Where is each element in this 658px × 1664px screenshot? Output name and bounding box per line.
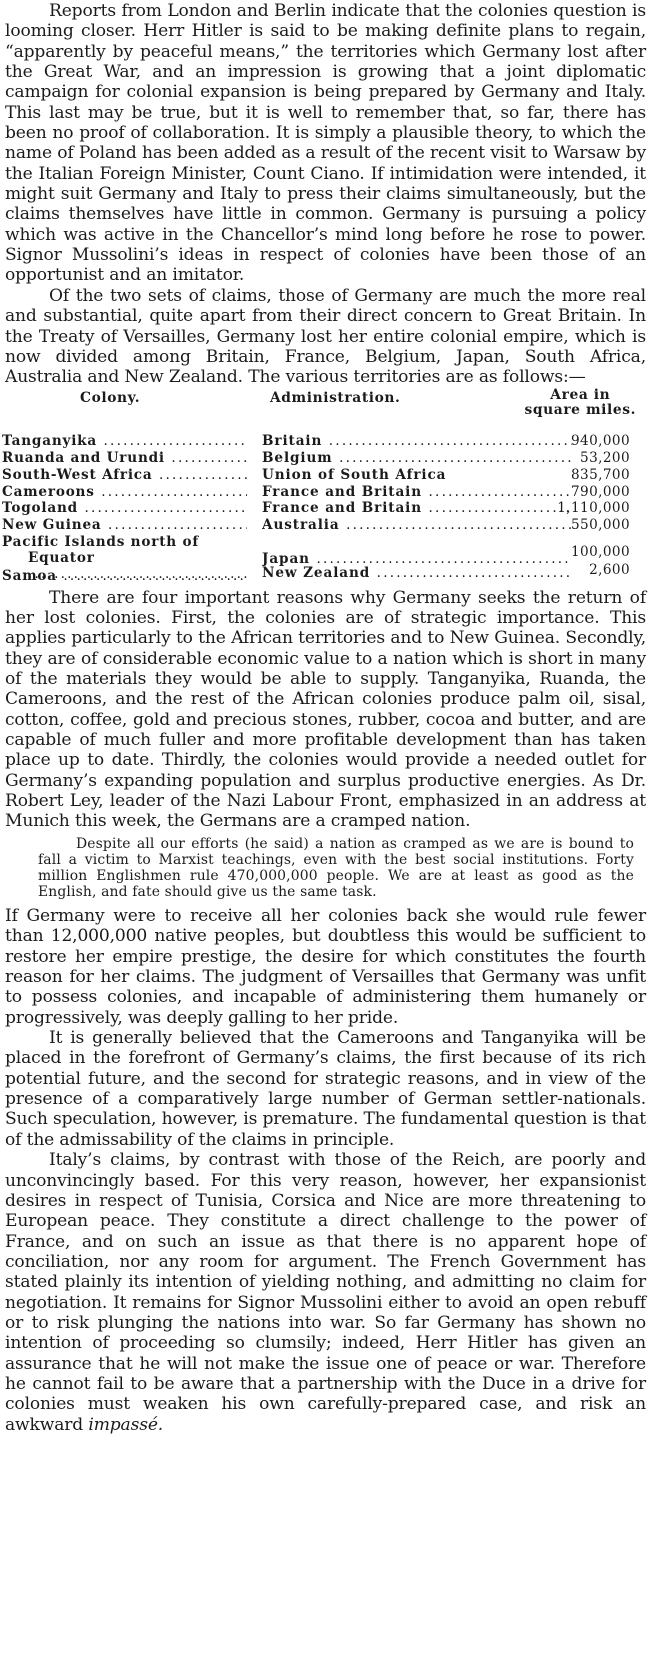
colony-area: 550,000 <box>570 516 630 533</box>
table-row <box>0 500 650 517</box>
colony-name-line1: Pacific Islands north of <box>2 533 200 550</box>
colony-name: Ruanda and Urundi ..... <box>2 450 247 467</box>
table-row <box>0 450 650 467</box>
colony-administration: France and Britain ..... <box>262 500 572 517</box>
colony-name: Tanganyika ..... <box>2 433 247 450</box>
colony-area: 100,000 <box>570 543 630 560</box>
colony-administration: Japan ..... <box>262 551 572 568</box>
italy-claims-text: Italy’s claims, by contrast with those of the Reich, are poorly and unconvincingly based. For this very reason, however, her expansionist desires in respect of Tunisia, Corsica and Nice are more threatening to European peace. They constitute a direct challenge to the power of France, and on such an issue as that there is no apparent hope of conciliation, nor any room for argument. The French Government has stated plainly its intention of yielding nothing, and admitting no claim for negotiation. It remains for Signor Mussolini either to avoid an open rebuff or to risk plunging the nations into war. So far Germany has shown no intention of proceeding so clumsily; indeed, Herr Hitler has given an assurance that he will not make the issue one of peace or war. Therefore he cannot fail to be aware that a partnership with the Duce in a drive for colonies must weaken his own carefully-prepared case, and risk an awkward <box>5 1150 646 1435</box>
colony-name: South-West Africa ..... <box>2 467 247 484</box>
table-header-area-line2: square miles. <box>524 402 636 419</box>
paragraph-italy-claims <box>0 1150 650 1435</box>
colony-name: Samoa ..... <box>2 568 247 585</box>
table-row <box>0 433 650 450</box>
paragraph-intro: Reports from London and Berlin indicate that the colonies question is looming closer. Herr Hitler is said to be making definite plans to regain, “apparently by peaceful means,” the territories which Germany lost after the Great War, and an impression is growing that a joint diplomatic campaign for colonial expansion is being prepared by Germany and Italy. This last may be true, but it is well to remember that, so far, there has been no proof of collaboration. It is simply a plausible theory, to which the name of Poland has been added as a result of the recent visit to Warsaw by the Italian Foreign Minister, Count Ciano. If intimidation were intended, it might suit Germany and Italy to press their claims simultaneously, but the claims themselves have little in common. Germany is pursuing a policy which was active in the Chancellor’s mind long before he rose to power. Signor Mussolini’s ideas in respect of colonies have been those of an opportunist and an imitator. <box>5 1 646 286</box>
colonies-table <box>0 388 650 610</box>
colony-administration: Union of South Africa <box>262 466 447 483</box>
colony-area: 835,700 <box>570 466 630 483</box>
colony-area: 2,600 <box>589 561 630 578</box>
colony-name: Cameroons ..... <box>2 484 247 501</box>
table-row <box>0 517 650 534</box>
table-header-administration: Administration. <box>270 389 401 406</box>
colony-administration: New Zealand ..... <box>262 565 572 582</box>
table-row <box>0 561 650 585</box>
quotation-text: Despite all our efforts (he said) a nation as cramped as we are is bound to fall a victim to Marxist teachings, even with the best social institutions. Forty million Englishmen rule 470,000,000 people. We are at least as good as the English, and fate should give us the same task. <box>38 835 634 900</box>
colony-area: 53,200 <box>580 449 630 466</box>
colony-administration: Belgium ..... <box>262 450 572 467</box>
paragraph-cameroons-tanganyika: It is generally believed that the Cameroons and Tanganyika will be placed in the forefront of Germany’s claims, the first because of its rich potential future, and the second for strategic reasons, and in view of the presence of a comparatively large number of German settler-nationals. Such speculation, however, is premature. The fundamental question is that of the admissability of the claims in principle. <box>5 1028 646 1150</box>
table-row <box>0 467 650 484</box>
paragraph-claims: Of the two sets of claims, those of Germany are much the more real and substantial, quite apart from their direct concern to Great Britain. In the Treaty of Versailles, Germany lost her entire colonial empire, which is now divided among Britain, France, Belgium, Japan, South Africa, Australia and New Zealand. The various territories are as follows:— <box>5 285 646 388</box>
colony-name-line2: Equator ..... <box>2 550 247 582</box>
colony-area: 940,000 <box>570 432 630 449</box>
colony-name: Togoland ..... <box>2 500 247 517</box>
colony-administration: France and Britain ..... <box>262 484 572 501</box>
paragraph-four-reasons: There are four important reasons why Germany seeks the return of her lost colonies. First, the colonies are of strategic importance. This applies particularly to the African territories and to New Guinea. Secondly, they are of considerable economic value to a nation which is short in many of the materials they would be able to supply. Tanganyika, Ruanda, the Cameroons, and the rest of the African colonies produce palm oil, sisal, cotton, coffee, gold and precious stones, rubber, cocoa and butter, and are capable of much fuller and more profitable development than has taken place up to date. Thirdly, the colonies would provide a needed outlet for Germany’s expanding population and surplus productive energies. As Dr. Robert Ley, leader of the Nazi Labour Front, emphasized in an address at Munich this week, the Germans are a cramped nation. <box>5 587 646 832</box>
ley-quotation <box>0 836 650 900</box>
colony-area: 790,000 <box>570 483 630 500</box>
paragraph-native-peoples: If Germany were to receive all her colonies back she would rule fewer than 12,000,000 native peoples, but doubtless this would be sufficient to restore her empire prestige, the desire for which constitutes the fourth reason for her claims. The judgment of Versailles that Germany was unfit to possess colonies, and incapable of administering them humanely or progressively, was deeply galling to her pride. <box>5 906 646 1028</box>
colony-area: 1,110,000 <box>557 499 630 516</box>
table-row <box>0 484 650 501</box>
italy-claims-italic-ending: impassé. <box>88 1414 164 1435</box>
table-header-area-line1: Area in <box>550 386 611 403</box>
colony-name: New Guinea ..... <box>2 517 247 534</box>
colony-administration: Australia ..... <box>262 517 572 534</box>
colony-administration: Britain ..... <box>262 433 572 450</box>
table-header-colony: Colony. <box>80 389 141 406</box>
table-header-area <box>525 388 636 419</box>
